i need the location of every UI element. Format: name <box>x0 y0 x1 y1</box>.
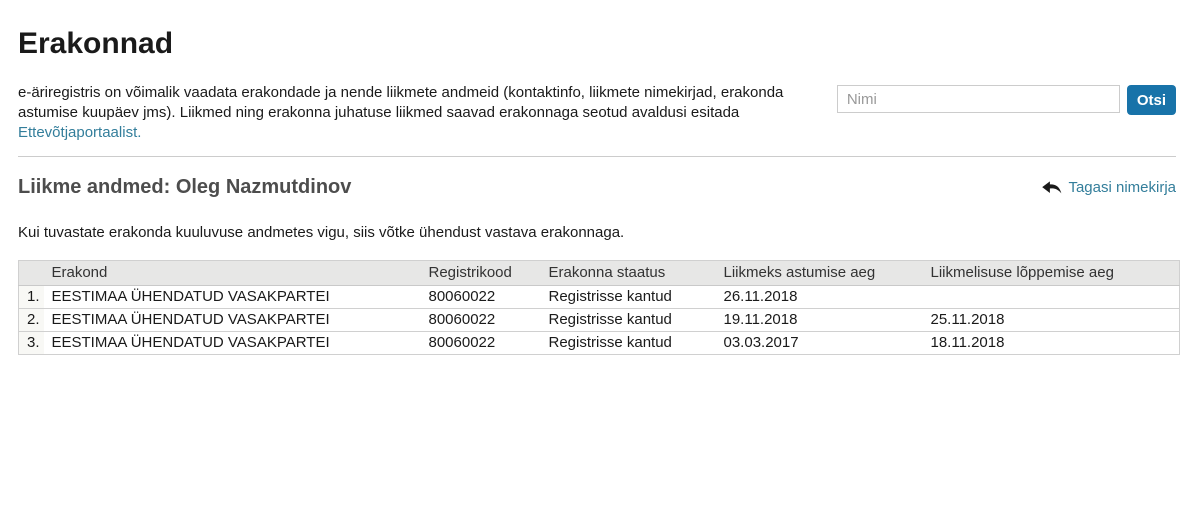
cell-staatus: Registrisse kantud <box>541 286 716 309</box>
row-number: 1. <box>19 286 44 309</box>
section-divider <box>18 156 1176 157</box>
row-number: 2. <box>19 309 44 332</box>
member-heading: Liikme andmed: Oleg Nazmutdinov <box>18 176 352 198</box>
membership-table <box>18 260 1180 355</box>
back-arrow-icon <box>1041 180 1062 195</box>
col-header-erakond: Erakond <box>44 261 421 286</box>
col-header-staatus: Erakonna staatus <box>541 261 716 286</box>
cell-registrikood: 80060022 <box>421 332 541 355</box>
intro-text <box>18 83 813 143</box>
cell-registrikood: 80060022 <box>421 286 541 309</box>
member-note: Kui tuvastate erakonda kuuluvuse andmetes vigu, siis võtke ühendust vastava erakonnaga. <box>18 224 625 241</box>
table-row <box>19 309 1180 332</box>
cell-registrikood: 80060022 <box>421 309 541 332</box>
search-input[interactable] <box>837 85 1120 113</box>
intro-text-body: e-äriregistris on võimalik vaadata erakondade ja nende liikmete andmeid (kontaktinfo, liikmete nimekirjad, erakonda astumise kuupäev jms). Liikmed ning erakonna juhatuse liikmed saavad erakonnaga seotud avaldusi esitada <box>18 84 784 121</box>
cell-loppemine <box>923 286 1180 309</box>
intro-section <box>18 83 1176 143</box>
back-link-label: Tagasi nimekirja <box>1068 178 1176 196</box>
back-to-list-link[interactable] <box>1041 179 1176 196</box>
page-title: Erakonnad <box>18 27 174 60</box>
cell-staatus: Registrisse kantud <box>541 309 716 332</box>
col-header-astumine: Liikmeks astumise aeg <box>716 261 923 286</box>
table-header-row <box>19 261 1180 286</box>
cell-loppemine: 25.11.2018 <box>923 309 1180 332</box>
cell-astumine: 26.11.2018 <box>716 286 923 309</box>
cell-staatus: Registrisse kantud <box>541 332 716 355</box>
cell-erakond: EESTIMAA ÜHENDATUD VASAKPARTEI <box>44 332 421 355</box>
col-header-rownum <box>19 261 44 286</box>
ettevotjaportaal-link[interactable]: Ettevõtjaportaalist. <box>18 124 142 141</box>
table-row <box>19 332 1180 355</box>
table-row <box>19 286 1180 309</box>
col-header-loppemine: Liikmelisuse lõppemise aeg <box>923 261 1180 286</box>
search-area <box>837 83 1176 115</box>
member-section-header <box>18 176 1176 198</box>
cell-erakond: EESTIMAA ÜHENDATUD VASAKPARTEI <box>44 309 421 332</box>
cell-astumine: 03.03.2017 <box>716 332 923 355</box>
search-button[interactable]: Otsi <box>1127 85 1176 115</box>
col-header-registrikood: Registrikood <box>421 261 541 286</box>
row-number: 3. <box>19 332 44 355</box>
cell-erakond: EESTIMAA ÜHENDATUD VASAKPARTEI <box>44 286 421 309</box>
cell-loppemine: 18.11.2018 <box>923 332 1180 355</box>
cell-astumine: 19.11.2018 <box>716 309 923 332</box>
